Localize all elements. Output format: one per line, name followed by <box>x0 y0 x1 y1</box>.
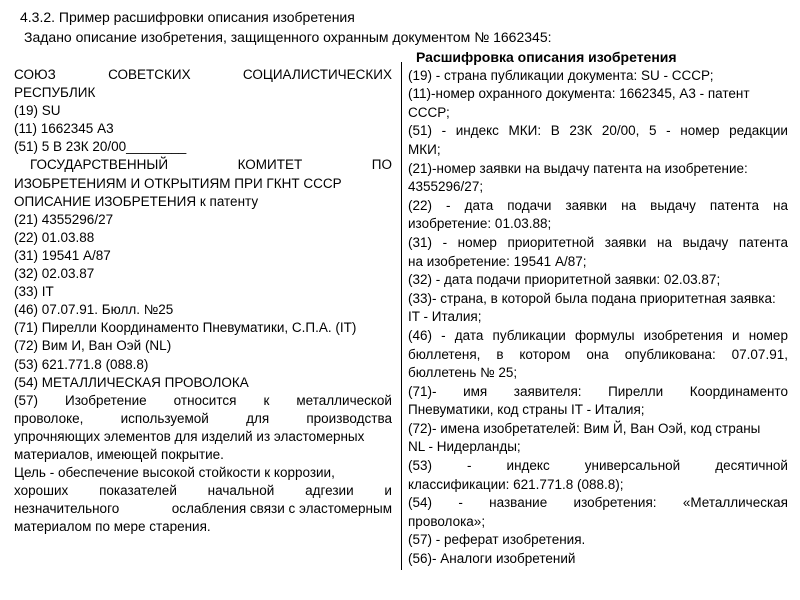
patent-line-text: (33) IT <box>14 284 54 300</box>
patent-line <box>14 319 392 337</box>
decoding-line-text: (71)- <box>408 383 437 399</box>
patent-line <box>14 138 392 156</box>
decoding-line-text: приоритетной <box>507 234 595 250</box>
patent-line <box>14 120 392 138</box>
patent-line-text: КОМИТЕТ <box>237 157 303 173</box>
patent-line <box>14 283 392 301</box>
decoding-line-text: 23К <box>569 123 593 139</box>
patent-line-text: СОЮЗ <box>14 67 56 82</box>
decoding-line-text: IT - Италия; <box>408 309 482 325</box>
patent-line <box>14 301 392 319</box>
decoding-line-text: (21)-номер заявки на выдачу патента на изобретение: <box>408 160 748 176</box>
decoding-line <box>408 215 788 234</box>
patent-line-text: Изобретение <box>65 392 147 408</box>
patent-line-text: ИЗОБРЕТЕНИЯМ И ОТКРЫТИЯМ ПРИ ГКНТ СССР <box>14 175 342 191</box>
decoding-line <box>408 197 788 216</box>
decoding-line-text: (22) <box>408 197 433 213</box>
patent-line <box>14 410 392 428</box>
decoding-line <box>408 234 788 253</box>
decoding-line-text: имя <box>463 383 488 399</box>
decoding-line-text: дата <box>454 327 484 343</box>
decoding-line <box>408 476 788 495</box>
patent-line-text: (71) Пирелли Координаменто Пневуматики, С.П.А. (IT) <box>14 320 357 336</box>
patent-line-text: (19) SU <box>14 103 61 119</box>
decoding-line <box>408 271 788 290</box>
decoding-line-text: название <box>489 495 548 511</box>
patent-line-text: начальной <box>207 483 275 499</box>
decoding-line-text: (54) <box>408 495 433 511</box>
decoding-line-text: Пирелли <box>608 383 664 399</box>
decoding-line-text: формулы <box>574 327 635 343</box>
patent-line-text: (51) 5 В 23К 20/00________ <box>14 139 187 155</box>
decoding-line-text: заявителя: <box>513 383 582 399</box>
decoding-line-text: NL - Нидерланды; <box>408 439 521 455</box>
decoding-line <box>408 494 788 513</box>
decoding-line-text: классификации: 621.771.8 (088.8); <box>408 476 624 492</box>
decoding-line <box>408 85 788 104</box>
patent-line <box>14 193 392 211</box>
patent-line-text: материалов, имеющей покрытие. <box>14 446 224 462</box>
patent-line-text: показателей <box>99 483 177 499</box>
decoding-line-text: - <box>441 123 447 139</box>
patent-line-text: ПО <box>371 157 392 173</box>
patent-line <box>14 247 392 265</box>
decoding-line-text: изобретения: <box>573 495 657 511</box>
decoding-line-text: на изобретение: 19541 А/87; <box>408 253 587 269</box>
decoding-line-text: редакции <box>729 123 788 139</box>
decoding-line <box>408 327 788 346</box>
patent-line-text: ослабления связи с эластомерным <box>171 501 392 517</box>
decoding-line <box>408 438 788 457</box>
patent-line-text: хороших <box>14 483 69 499</box>
decoding-line-text: (72)- имена изобретателей: Вим Й, Ван Оэй, код страны <box>408 420 761 436</box>
decoding-line-text: индекс <box>506 458 550 474</box>
decoding-line-text: 20/00, <box>601 123 640 139</box>
decoding-line-text: подачи <box>507 197 552 213</box>
decoding-line-text: (46) <box>408 327 433 343</box>
decoding-line <box>408 364 788 383</box>
patent-line-text: для <box>246 410 270 426</box>
decoding-line <box>408 383 788 402</box>
decoding-line <box>408 308 788 327</box>
patent-line <box>14 392 392 410</box>
decoding-line-text: на <box>773 197 788 213</box>
patent-line-text: (31) 19541 А/87 <box>14 247 111 263</box>
decoding-line-text: Координаменто <box>689 383 788 399</box>
decoding-line <box>408 401 788 420</box>
decoding-line-text: патента <box>738 234 788 250</box>
decoding-line-text: 5 <box>649 123 657 139</box>
patent-line-text: РЕСПУБЛИК <box>14 85 96 101</box>
decoding-line-text: 07.07.91, <box>731 346 788 362</box>
patent-line-text: производства <box>306 410 392 426</box>
patent-line <box>14 374 392 392</box>
decoding-line <box>408 457 788 476</box>
decoding-line-text: номер <box>457 234 497 250</box>
decoding-line <box>408 513 788 532</box>
patent-line <box>14 446 392 464</box>
decoding-line-text: на <box>621 197 637 213</box>
patent-line-text: незначительного <box>14 501 120 517</box>
patent-line <box>14 156 392 174</box>
decoding-line-text: МКИ: <box>508 123 542 139</box>
decoding-line-text: выдачу <box>650 197 696 213</box>
patent-description-column <box>14 66 392 536</box>
decoding-column <box>408 48 788 569</box>
decoding-line-text: (31) <box>408 234 433 250</box>
decoding-lines <box>408 67 788 569</box>
patent-line-text: Цель - обеспечение высокой стойкости к коррозии, <box>14 465 335 481</box>
decoding-line-text: изобретение: 01.03.88; <box>408 216 552 232</box>
patent-line <box>14 84 392 102</box>
patent-line <box>14 428 392 446</box>
decoding-line-text: - <box>446 197 451 213</box>
decoding-line-text: в <box>496 346 504 362</box>
patent-line-text: (11) 1662345 А3 <box>14 121 114 137</box>
decoding-line-text: бюллетеня, <box>408 346 481 362</box>
patent-line-text: (57) <box>14 392 39 408</box>
patent-line <box>14 265 392 283</box>
decoding-line <box>408 178 788 197</box>
decoding-line-text: патента <box>709 197 759 213</box>
decoding-line-text: (53) <box>408 458 433 474</box>
decoding-line <box>408 122 788 141</box>
patent-line-text: и <box>384 483 392 499</box>
decoding-line-text: - <box>442 234 448 250</box>
decoding-line-text: МКИ; <box>408 141 441 157</box>
decoding-line <box>408 253 788 272</box>
patent-line-text: ГОСУДАРСТВЕННЫЙ <box>30 157 169 173</box>
decoding-line-text: выдачу <box>682 234 729 250</box>
column-separator <box>401 62 402 570</box>
patent-line <box>14 211 392 229</box>
decoding-line-text: номер <box>748 327 788 343</box>
patent-line-text: (72) Вим И, Ван Оэй (NL) <box>14 338 172 354</box>
patent-line-text: материалом по мере старения. <box>14 519 211 535</box>
decoding-line-text: - <box>467 458 472 474</box>
decoding-line-text: - <box>458 495 463 511</box>
decoding-title: Расшифровка описания изобретения <box>416 49 677 65</box>
decoding-line-text: (56)- Аналоги изобретений <box>408 551 576 567</box>
decoding-line-text: (11)-номер охранного документа: 1662345, А3 - патент <box>408 86 750 102</box>
patent-line <box>14 175 392 193</box>
patent-line <box>14 500 392 518</box>
patent-line <box>14 518 392 536</box>
decoding-line-text: дата <box>464 197 494 213</box>
decoding-line <box>408 67 788 86</box>
decoding-line-text: универсальной <box>584 458 681 474</box>
patent-line-text: относится <box>173 392 237 408</box>
patent-line-text: (54) МЕТАЛЛИЧЕСКАЯ ПРОВОЛОКА <box>14 374 249 390</box>
decoding-line-text: В <box>550 123 560 139</box>
patent-line-text: используемой <box>120 410 209 426</box>
patent-line-text: адгезии <box>305 483 354 499</box>
patent-line-text: ОПИСАНИЕ ИЗОБРЕТЕНИЯ к патенту <box>14 193 259 209</box>
section-subtitle: Задано описание изобретения, защищенного охранным документом № 1662345: <box>24 29 552 45</box>
decoding-line-text: и <box>732 327 740 343</box>
section-heading: 4.3.2. Пример расшифровки описания изобретения <box>20 9 355 25</box>
decoding-line-text: СССР; <box>408 104 450 120</box>
decoding-line-text: на <box>657 234 672 250</box>
patent-line-text: металлической <box>296 392 392 408</box>
decoding-line <box>408 531 788 550</box>
decoding-line-text: заявки <box>565 197 608 213</box>
decoding-line <box>408 346 788 365</box>
patent-line-text: к <box>263 392 270 408</box>
patent-line <box>14 482 392 500</box>
patent-line-text: СОВЕТСКИХ <box>108 67 191 82</box>
decoding-line-text: (32) - дата подачи приоритетной заявки: 02.03.87; <box>408 272 721 288</box>
patent-line-text: (22) 01.03.88 <box>14 229 95 245</box>
decoding-line-text: Пневуматики, код страны IT - Италия; <box>408 402 645 418</box>
decoding-line-text: десятичной <box>715 458 788 474</box>
patent-line-text: СОЦИАЛИСТИЧЕСКИХ <box>242 67 392 82</box>
decoding-line-text: изобретения <box>643 327 723 343</box>
decoding-line-text: публикации <box>492 327 566 343</box>
decoding-line-text: номер <box>680 123 720 139</box>
patent-line-text: (32) 02.03.87 <box>14 266 95 282</box>
patent-line-text: проволоке, <box>14 410 84 426</box>
patent-line <box>14 337 392 355</box>
decoding-line-text: - <box>666 123 671 139</box>
patent-line <box>14 66 392 84</box>
decoding-line-text: 4355296/27; <box>408 179 484 195</box>
decoding-line-text: она <box>586 346 609 362</box>
patent-line <box>14 356 392 374</box>
decoding-line <box>408 420 788 439</box>
decoding-line <box>408 550 788 569</box>
patent-line-text: упрочняющих элементов для изделий из эластомерных <box>14 428 365 444</box>
decoding-line-text: «Металлическая <box>682 495 788 511</box>
decoding-line-text: котором <box>519 346 571 362</box>
patent-line-text: (46) 07.07.91. Бюлл. №25 <box>14 302 174 318</box>
decoding-line <box>408 104 788 123</box>
decoding-line <box>408 160 788 179</box>
decoding-line-text: (33)- страна, в которой была подана приоритетная заявка: <box>408 290 776 306</box>
decoding-line-text: проволока»; <box>408 513 486 529</box>
patent-line-text: (53) 621.771.8 (088.8) <box>14 356 149 372</box>
decoding-line-text: опубликована: <box>624 346 716 362</box>
patent-line-text: (21) 4355296/27 <box>14 211 114 227</box>
decoding-line-text: - <box>441 327 446 343</box>
decoding-line-text: заявки <box>604 234 647 250</box>
patent-line <box>14 229 392 247</box>
decoding-line-text: (19) - страна публикации документа: SU - СССР; <box>408 67 714 83</box>
decoding-line <box>408 141 788 160</box>
decoding-line-text: (57) - реферат изобретения. <box>408 532 586 548</box>
patent-line <box>14 102 392 120</box>
decoding-line <box>408 290 788 309</box>
decoding-line-text: бюллетень № 25; <box>408 365 518 381</box>
patent-line <box>14 464 392 482</box>
decoding-line-text: (51) <box>408 123 433 139</box>
decoding-line-text: индекс <box>455 123 499 139</box>
